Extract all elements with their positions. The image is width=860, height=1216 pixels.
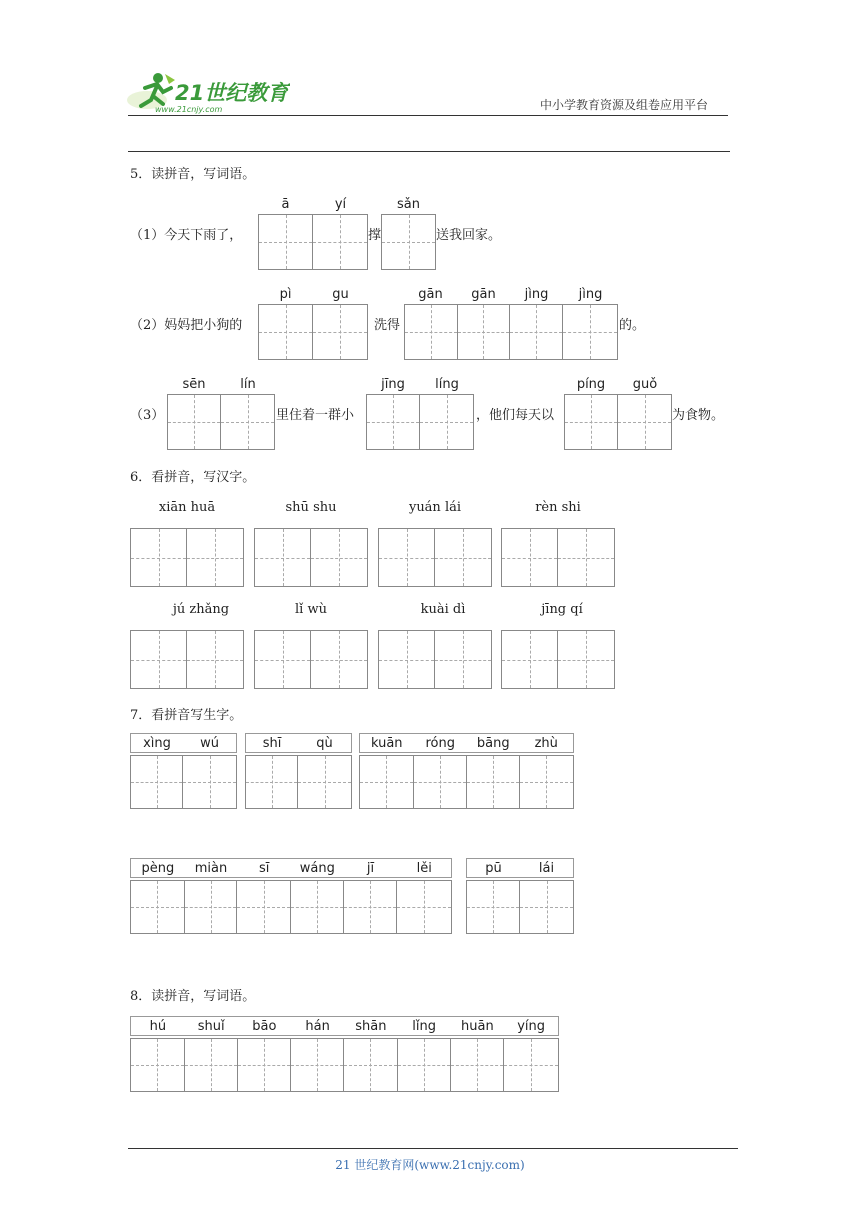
pinyin-band [245, 733, 352, 753]
q7-pinyin: pèng [141, 861, 175, 876]
writing-grid[interactable] [254, 630, 368, 689]
q7-pinyin: bāng [476, 736, 510, 751]
q6-pinyin: jīng qí [541, 602, 583, 617]
q7-pinyin: zhù [534, 736, 558, 751]
q5-1-suffix: 送我回家。 [436, 228, 502, 243]
q5-1-pinyin: yí [334, 197, 347, 212]
q6-heading: 6．看拼音，写汉字。 [130, 470, 256, 485]
writing-grid[interactable] [378, 630, 492, 689]
q7-pinyin: xìng [143, 736, 171, 751]
pinyin-band [359, 733, 574, 753]
q7-pinyin: jī [366, 861, 375, 876]
q8-pinyin: bāo [252, 1019, 277, 1034]
q8-pinyin: hú [149, 1019, 167, 1034]
q7-pinyin: shī [262, 736, 282, 751]
writing-grid[interactable] [254, 528, 368, 587]
q5-2-pinyin: gān [418, 287, 443, 302]
q5-3-pinyin: lín [240, 377, 256, 392]
platform-name: 中小学教育资源及组卷应用平台 [540, 98, 709, 112]
logo-text: 21世纪教育 [175, 81, 289, 105]
q5-3-pinyin: sēn [182, 377, 206, 392]
q7-pinyin: róng [425, 736, 455, 751]
writing-grid[interactable] [167, 394, 275, 450]
q6-pinyin: jú zhǎng [172, 602, 230, 617]
q5-3-pinyin: jīng [381, 377, 405, 392]
header-divider [128, 115, 728, 116]
writing-grid[interactable] [564, 394, 672, 450]
footer-divider [128, 1148, 738, 1149]
q5-2-mid: 洗得 [374, 318, 401, 333]
pinyin-band [130, 858, 452, 878]
pinyin-band [130, 1016, 559, 1036]
q5-1-pinyin: sǎn [397, 197, 420, 212]
q5-3-suffix: 为食物。 [672, 408, 725, 423]
q5-2-prefix: （2）妈妈把小狗的 [130, 318, 243, 333]
writing-grid[interactable] [258, 214, 368, 270]
q5-2-pinyin: jìng [578, 287, 603, 302]
q5-3-pinyin: guǒ [632, 377, 658, 392]
q5-2-pinyin: gān [471, 287, 496, 302]
q7-pinyin: wú [200, 736, 219, 751]
writing-grid[interactable] [130, 880, 452, 934]
q7-pinyin: wáng [299, 861, 335, 876]
footer-link[interactable]: 21 世纪教育网(www.21cnjy.com) [335, 1158, 525, 1172]
q8-pinyin: lǐng [412, 1019, 436, 1034]
writing-grid[interactable] [501, 528, 615, 587]
writing-grid[interactable] [130, 528, 244, 587]
q5-2-pinyin: gu [332, 287, 349, 302]
writing-grid[interactable] [245, 755, 352, 809]
q8-pinyin: yíng [517, 1019, 546, 1034]
q6-pinyin: rèn shi [535, 500, 581, 515]
writing-grid[interactable] [366, 394, 474, 450]
q7-pinyin: qù [316, 736, 333, 751]
logo-runner-icon [125, 70, 290, 116]
writing-grid[interactable] [258, 304, 368, 360]
logo [125, 70, 290, 116]
writing-grid[interactable] [130, 630, 244, 689]
q5-1-mid: 撑 [368, 228, 382, 243]
q5-3-mid2: ，他们每天以 [476, 408, 555, 423]
writing-grid[interactable] [381, 214, 436, 270]
logo-url: www.21cnjy.com [155, 105, 223, 114]
q8-pinyin: shuǐ [197, 1019, 225, 1034]
q6-pinyin: lǐ wù [295, 602, 327, 617]
writing-grid[interactable] [378, 528, 492, 587]
q7-pinyin: kuān [370, 736, 403, 751]
q5-2-pinyin: jìng [524, 287, 549, 302]
q7-pinyin: lái [538, 861, 555, 876]
q5-1-prefix: （1）今天下雨了， [130, 228, 243, 243]
q5-3-pinyin: píng [576, 377, 606, 392]
q8-pinyin: shān [355, 1019, 387, 1034]
q5-1-pinyin: ā [281, 197, 290, 212]
q5-heading: 5．读拼音，写词语。 [130, 167, 256, 182]
q5-3-pinyin: líng [435, 377, 459, 392]
writing-grid[interactable] [130, 1038, 559, 1092]
top-rule [128, 151, 730, 152]
q7-pinyin: lěi [416, 861, 432, 876]
q5-2-pinyin: pì [279, 287, 292, 302]
q8-heading: 8．读拼音，写词语。 [130, 989, 256, 1004]
writing-grid[interactable] [466, 880, 574, 934]
q7-heading: 7．看拼音写生字。 [130, 708, 243, 723]
q6-pinyin: xiān huā [158, 500, 216, 515]
q5-2-suffix: 的。 [619, 318, 646, 333]
q6-pinyin: yuán lái [408, 500, 462, 515]
q7-pinyin: pū [485, 861, 502, 876]
q6-pinyin: kuài dì [420, 602, 466, 617]
pinyin-band [130, 733, 237, 753]
q8-pinyin: hán [305, 1019, 330, 1034]
writing-grid[interactable] [359, 755, 574, 809]
q7-pinyin: miàn [194, 861, 228, 876]
q5-3-mid: 里住着一群小 [276, 408, 355, 423]
q6-pinyin: shū shu [285, 500, 337, 515]
q8-pinyin: huān [461, 1019, 494, 1034]
pinyin-band [466, 858, 574, 878]
q5-3-prefix: （3） [130, 408, 165, 423]
writing-grid[interactable] [501, 630, 615, 689]
writing-grid[interactable] [404, 304, 618, 360]
q7-pinyin: sī [258, 861, 270, 876]
writing-grid[interactable] [130, 755, 237, 809]
